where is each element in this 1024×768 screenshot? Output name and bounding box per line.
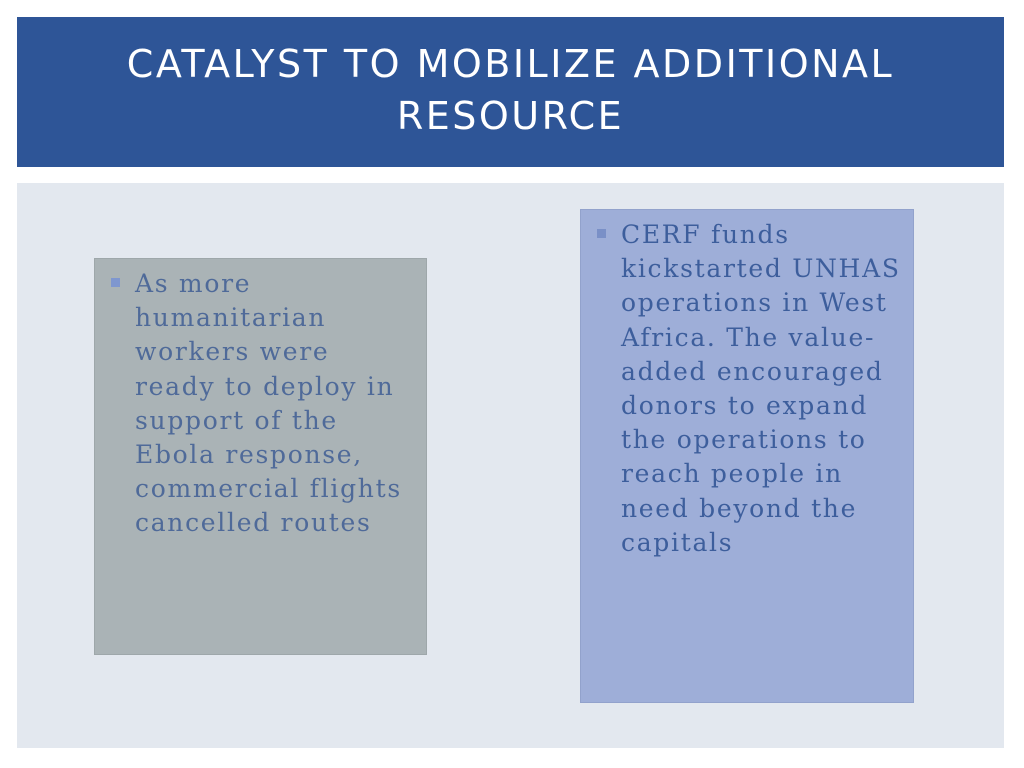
title-bar xyxy=(17,17,1004,167)
slide-title: CATALYST TO MOBILIZE ADDITIONAL RESOURCE xyxy=(126,42,895,138)
left-bullet-item xyxy=(111,267,412,541)
right-bullet-text: CERF funds kickstarted UNHAS operations in West Africa. The value-added encouraged donors to expand the operations to reach people in need beyond the capitals xyxy=(621,220,901,557)
right-bullet-item xyxy=(597,218,903,560)
left-bullet-text: As more humanitarian workers were ready to deploy in support of the Ebola response, commercial flights cancelled routes xyxy=(135,269,402,538)
square-bullet-icon xyxy=(597,229,606,238)
content-area xyxy=(17,183,1004,748)
left-text-box xyxy=(94,258,427,655)
right-text-box xyxy=(580,209,914,703)
square-bullet-icon xyxy=(111,278,120,287)
